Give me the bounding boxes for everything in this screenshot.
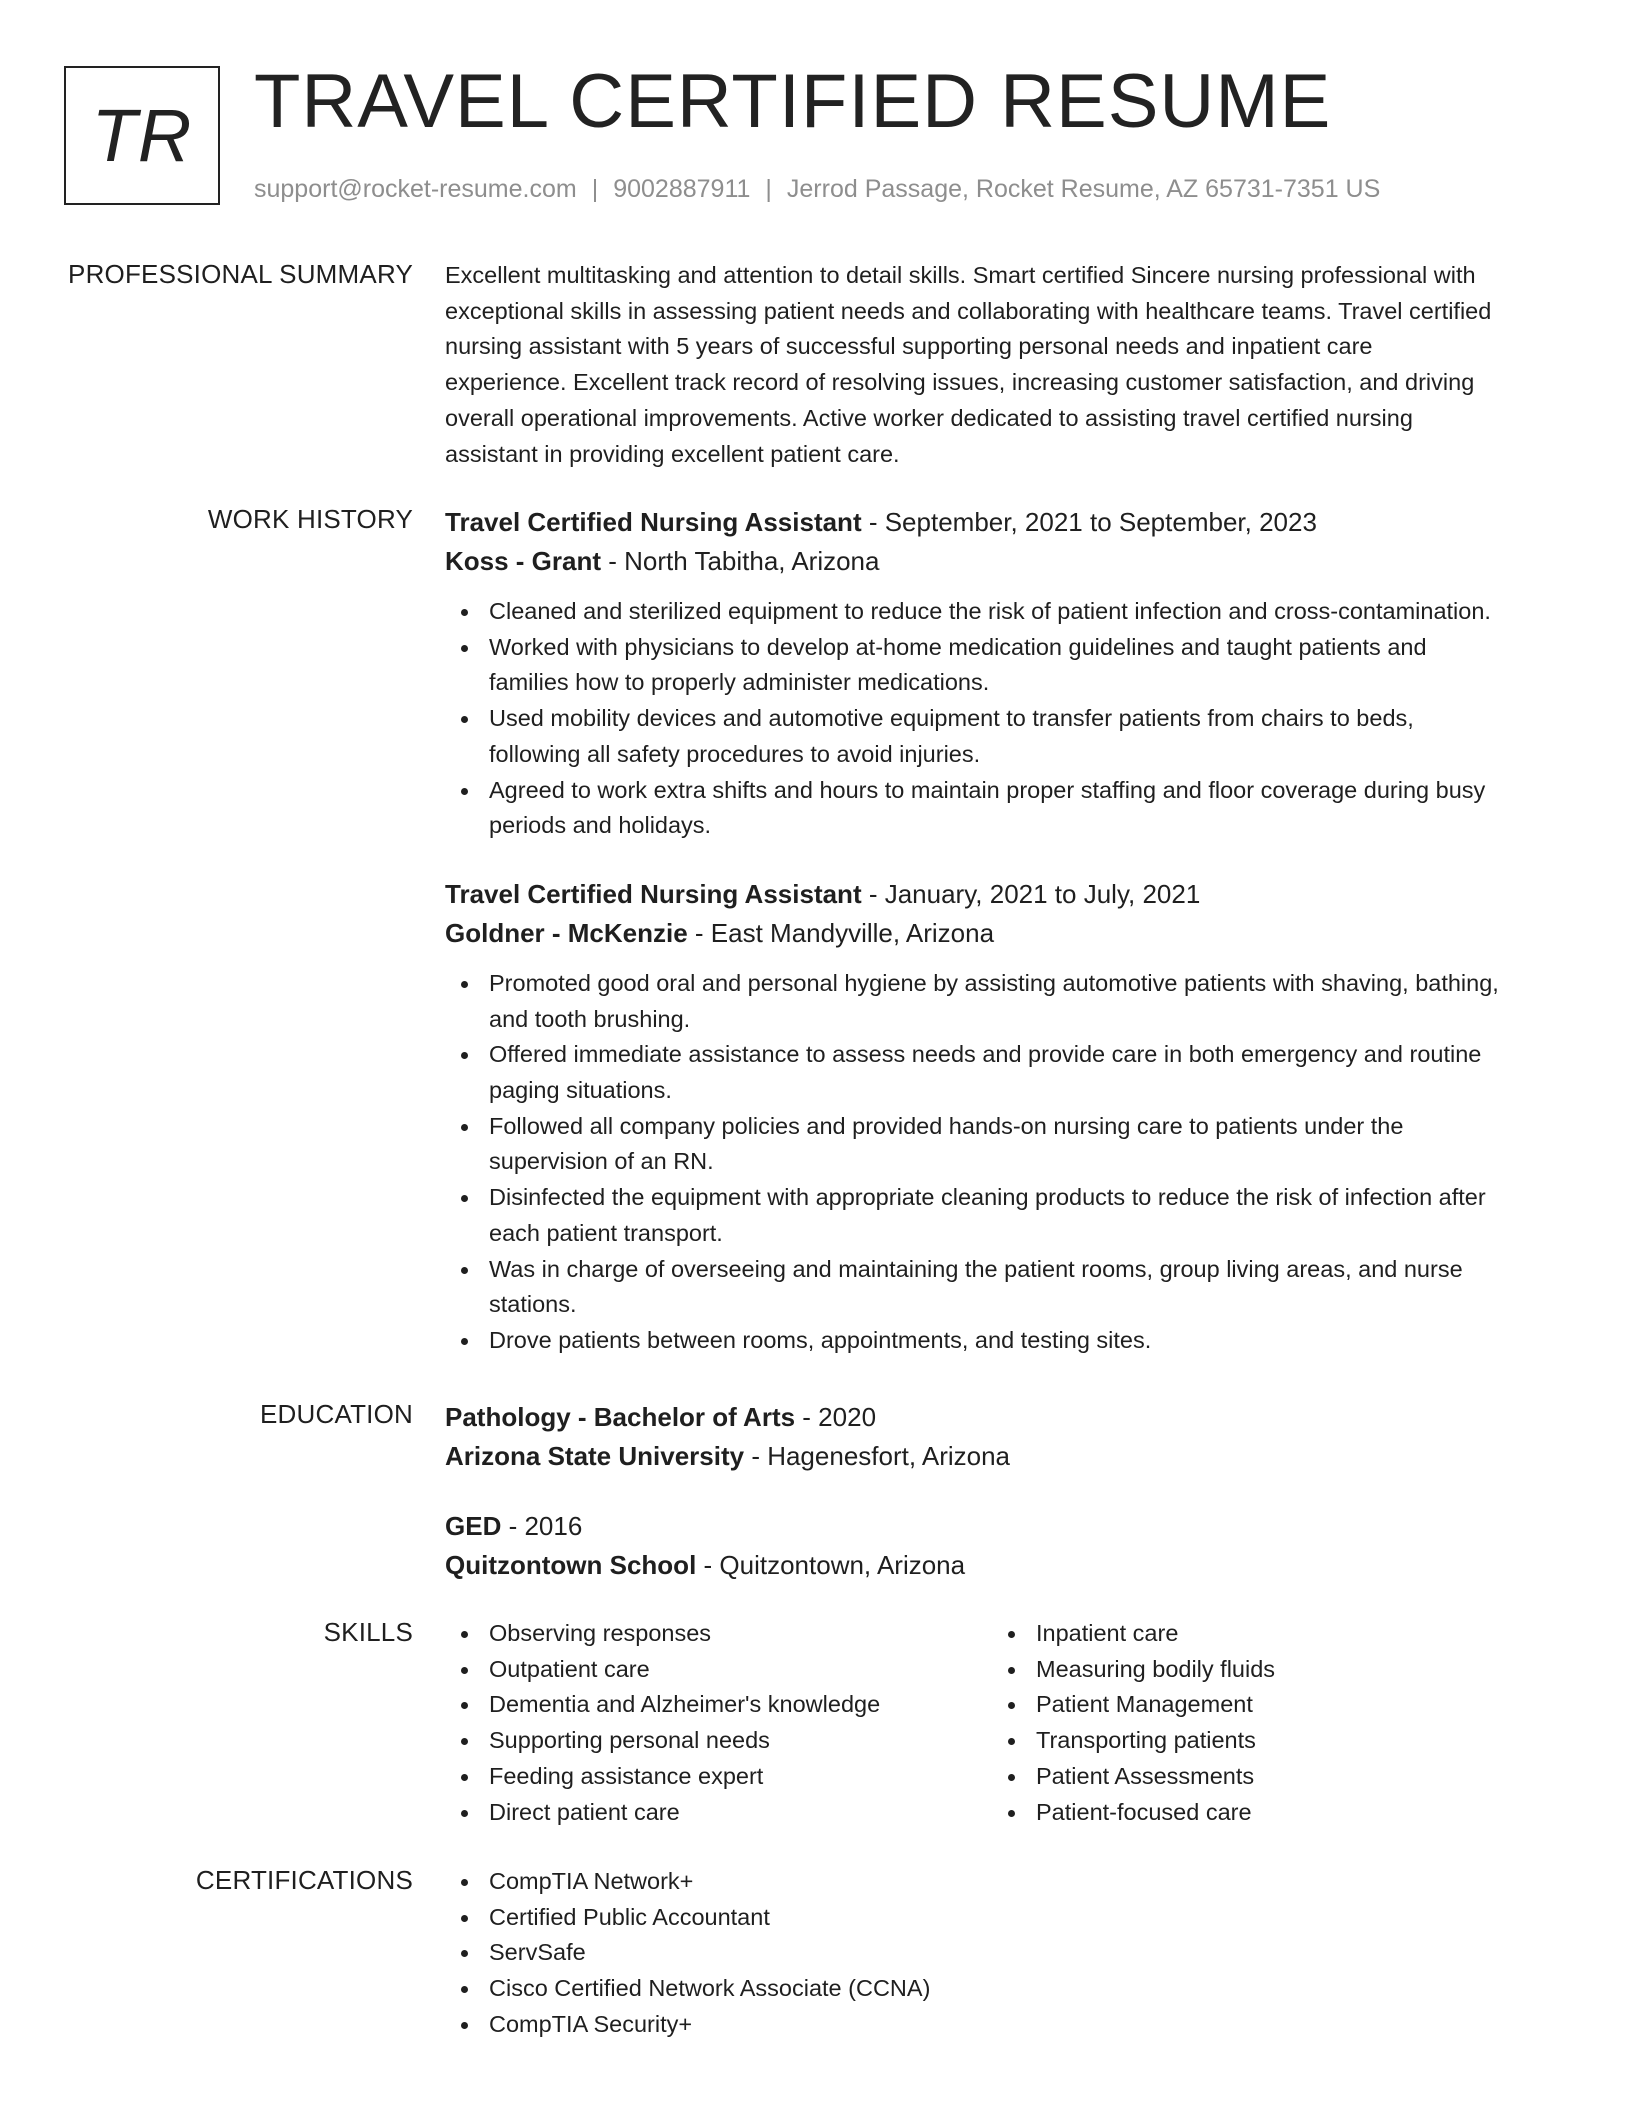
summary-line: nursing assistant with 5 years of successful supporting personal needs and inpatient care [445,333,1373,360]
summary-line: overall operational improvements. Active worker dedicated to assisting travel certified nursing [445,404,1413,431]
education-degree-line [445,1507,1570,1546]
job-entry [445,875,1570,1359]
job-company-line [445,914,1570,953]
bullet-text: Agreed to work extra shifts and hours to maintain proper staffing and floor coverage during busy [489,776,1486,803]
summary-text [445,258,1570,472]
summary-body [445,258,1570,472]
section-label-summary: PROFESSIONAL SUMMARY [68,259,413,289]
bullet-text: Drove patients between rooms, appointments, and testing sites. [489,1326,1152,1353]
job-title-line [445,503,1570,542]
job-bullet [445,1252,1570,1323]
skill-item: Transporting patients [992,1723,1539,1759]
skills-list [992,1616,1539,1830]
job-company: Goldner - McKenzie [445,917,688,948]
summary-line: Excellent multitasking and attention to detail skills. Smart certified Sincere nursing professional with [445,262,1476,288]
job-title: Travel Certified Nursing Assistant [445,507,862,537]
skill-item: Feeding assistance expert [445,1759,992,1795]
job-bullet [445,594,1570,630]
education-entry [445,1507,1570,1585]
skill-item: Patient Management [992,1687,1539,1723]
skill-item: Observing responses [445,1616,992,1652]
job-title: Travel Certified Nursing Assistant [445,878,862,909]
contact-separator: | [765,175,772,203]
job-bullet [445,966,1570,1037]
job-company-line [445,542,1570,581]
bullet-text: periods and holidays. [489,812,712,839]
certification-item: Certified Public Accountant [445,1900,1570,1936]
education-degree: GED [445,1511,502,1541]
job-location: - East Mandyville, Arizona [687,917,995,948]
summary-line: exceptional skills in assessing patient needs and collaborating with healthcare teams. Travel certified [445,297,1492,324]
skill-item: Patient-focused care [992,1795,1539,1831]
education-degree-line [445,1398,1570,1437]
job-dates: - January, 2021 to July, 2021 [861,878,1201,909]
summary-line: assistant in providing excellent patient care. [445,440,900,467]
monogram-badge [64,66,220,205]
contact-line [254,174,1380,204]
education-school: Arizona State University [445,1441,745,1471]
education-school-line [445,1437,1570,1476]
certifications-body [445,1864,1570,2043]
education-school-line [445,1546,1570,1585]
skill-item: Inpatient care [992,1616,1539,1652]
certifications-list [445,1864,1570,2043]
education-degree: Pathology - Bachelor of Arts [445,1402,796,1432]
job-location: - North Tabitha, Arizona [601,546,880,576]
education-entry [445,1398,1570,1476]
monogram-initials: TR [91,93,193,177]
bullet-text: Followed all company policies and provided hands-on nursing care to patients under the [489,1112,1404,1139]
bullet-text: supervision of an RN. [489,1148,714,1175]
job-bullets [445,966,1570,1359]
education-year: - 2020 [795,1402,877,1432]
contact-phone[interactable]: 9002887911 [613,175,751,203]
skill-item: Dementia and Alzheimer's knowledge [445,1687,992,1723]
contact-separator: | [591,175,599,203]
bullet-text: stations. [489,1291,577,1318]
bullet-text: paging situations. [489,1077,672,1104]
section-label-skills: SKILLS [323,1617,413,1647]
bullet-text: families how to properly administer medications. [489,669,990,696]
skills-list [445,1616,992,1830]
bullet-text: following all safety procedures to avoid injuries. [489,740,981,767]
education-year: - 2016 [501,1511,583,1541]
education-location: - Hagenesfort, Arizona [744,1441,1011,1471]
bullet-text: Disinfected the equipment with appropriate cleaning products to reduce the risk of infection after [489,1184,1486,1211]
job-bullet [445,1180,1570,1251]
job-dates: - September, 2021 to September, 2023 [861,507,1317,537]
section-label-education: EDUCATION [260,1399,413,1429]
bullet-text: Offered immediate assistance to assess needs and provide care in both emergency and routine [489,1041,1482,1068]
contact-address: Jerrod Passage, Rocket Resume, AZ 65731-7351 US [786,175,1381,203]
certification-item: ServSafe [445,1935,1570,1971]
bullet-text: and tooth brushing. [489,1005,691,1032]
bullet-text: Promoted good oral and personal hygiene by assisting automotive patients with shaving, bathing, [489,969,1499,996]
education-body [445,1398,1570,1585]
certification-item: CompTIA Network+ [445,1864,1570,1900]
skill-item: Measuring bodily fluids [992,1652,1539,1688]
job-bullet [445,701,1570,772]
skill-item: Direct patient care [445,1795,992,1831]
job-bullet [445,1109,1570,1180]
certification-item: CompTIA Security+ [445,2007,1570,2043]
section-label-certifications: CERTIFICATIONS [195,1865,413,1895]
job-bullets [445,594,1570,844]
education-location: - Quitzontown, Arizona [696,1550,966,1580]
bullet-text: Was in charge of overseeing and maintaining the patient rooms, group living areas, and nurse [489,1255,1463,1282]
job-title-line [445,875,1570,914]
bullet-text: Cleaned and sterilized equipment to reduce the risk of patient infection and cross-contamination. [489,598,1491,624]
certification-item: Cisco Certified Network Associate (CCNA) [445,1971,1570,2007]
job-bullet [445,1323,1570,1359]
job-company: Koss - Grant [445,546,602,576]
skills-column-left [445,1616,992,1830]
job-entry [445,503,1570,844]
job-bullet [445,630,1570,701]
skills-body [445,1616,1570,1830]
skills-column-right [992,1616,1539,1830]
work-history-body [445,503,1570,1359]
section-label-work-history: WORK HISTORY [207,504,413,534]
job-bullet [445,1037,1570,1108]
bullet-text: Used mobility devices and automotive equipment to transfer patients from chairs to beds, [489,705,1414,732]
education-school: Quitzontown School [445,1550,697,1580]
bullet-text: Worked with physicians to develop at-home medication guidelines and taught patients and [489,633,1427,660]
summary-line: experience. Excellent track record of resolving issues, increasing customer satisfaction, and driving [445,369,1475,396]
resume-title: TRAVEL CERTIFIED RESUME [254,59,1332,144]
contact-email[interactable]: support@rocket-resume.com [254,175,577,203]
skill-item: Patient Assessments [992,1759,1539,1795]
bullet-text: each patient transport. [489,1219,723,1246]
skill-item: Outpatient care [445,1652,992,1688]
job-bullet [445,773,1570,844]
skill-item: Supporting personal needs [445,1723,992,1759]
